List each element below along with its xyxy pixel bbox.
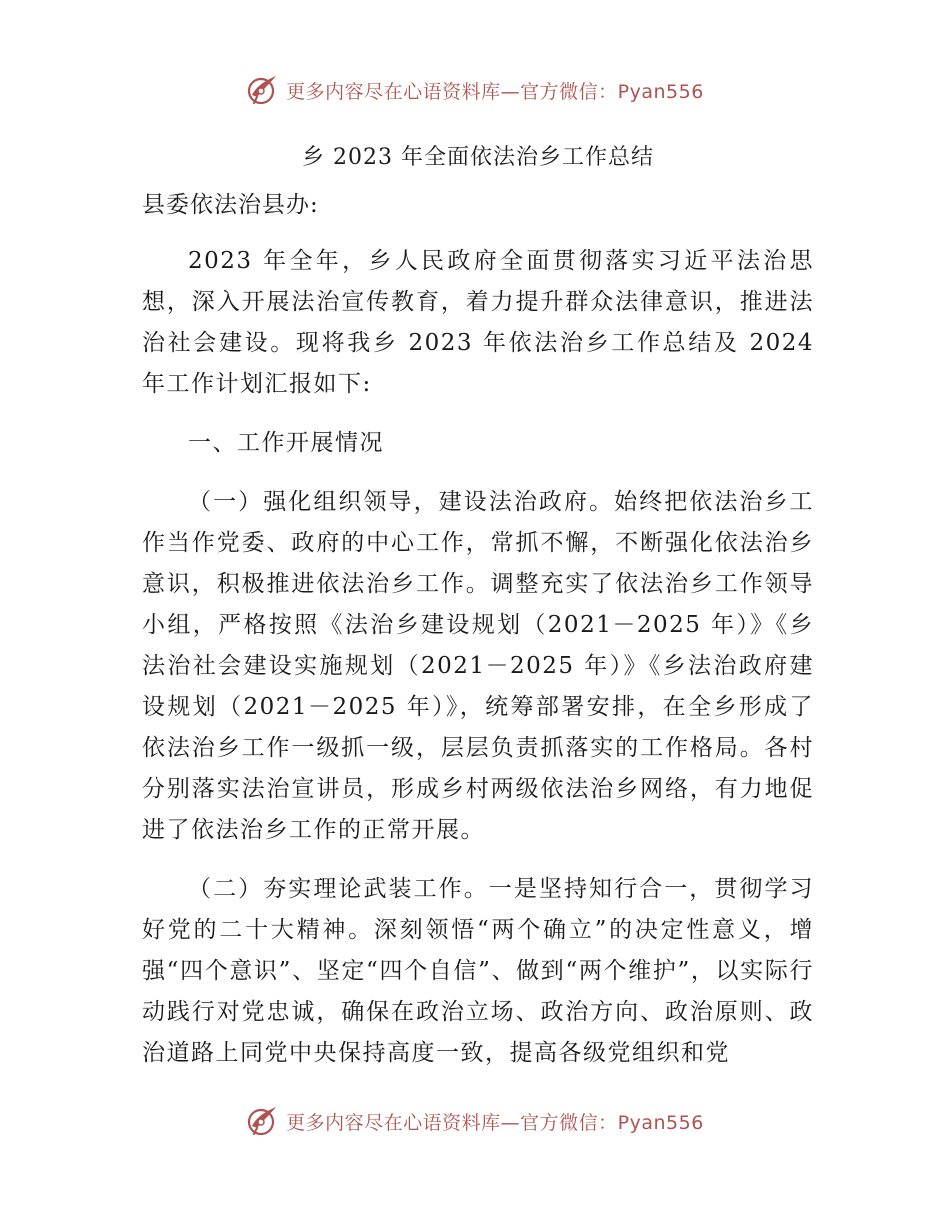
document-title: 乡 2023 年全面依法治乡工作总结 xyxy=(302,145,654,170)
salutation: 县委依法治县办: xyxy=(142,192,319,218)
section-heading: 一、工作开展情况 xyxy=(188,430,384,456)
footer-watermark xyxy=(0,1101,950,1141)
quill-logo-icon xyxy=(246,1104,280,1138)
watermark-text: 更多内容尽在心语资料库—官方微信：Pyan556 xyxy=(286,1111,704,1134)
watermark-text: 更多内容尽在心语资料库—官方微信：Pyan556 xyxy=(286,80,704,103)
paragraph-section-2: （二）夯实理论武装工作。一是坚持知行合一，贯彻学习好党的二十大精神。深刻领悟“两个确立”的决定性意义，增强“四个意识”、坚定“四个自信”、做到“两个维护”，以实际行动践行对党忠诚，确保在政治立场、政治方向、政治原则、政治道路上同党中央保持高度一致，提高各级党组织和党 xyxy=(142,876,814,1066)
quill-logo-icon xyxy=(246,73,280,107)
paragraph-intro: 2023 年全年，乡人民政府全面贯彻落实习近平法治思想，深入开展法治宣传教育，着力提升群众法律意识，推进法治社会建设。现将我乡 2023 年依法治乡工作总结及 2024 年工作计划汇报如下: xyxy=(142,248,814,397)
paragraph-section-1: （一）强化组织领导，建设法治政府。始终把依法治乡工作当作党委、政府的中心工作，常抓不懈，不断强化依法治乡意识，积极推进依法治乡工作。调整充实了依法治乡工作领导小组，严格按照《法治乡建设规划（2021－2025 年）》《乡法治社会建设实施规划（2021－2025 年）》《乡法治政府建设规划（2021－2025 年）》，统筹部署安排，在全乡形成了依法治乡工作一级抓一级，层层负责抓落实的工作格局。各村分别落实法治宣讲员，形成乡村两级依法治乡网络，有力地促进了依法治乡工作的正常开展。 xyxy=(142,489,814,843)
document-body xyxy=(142,140,814,1092)
header-watermark xyxy=(0,70,950,110)
